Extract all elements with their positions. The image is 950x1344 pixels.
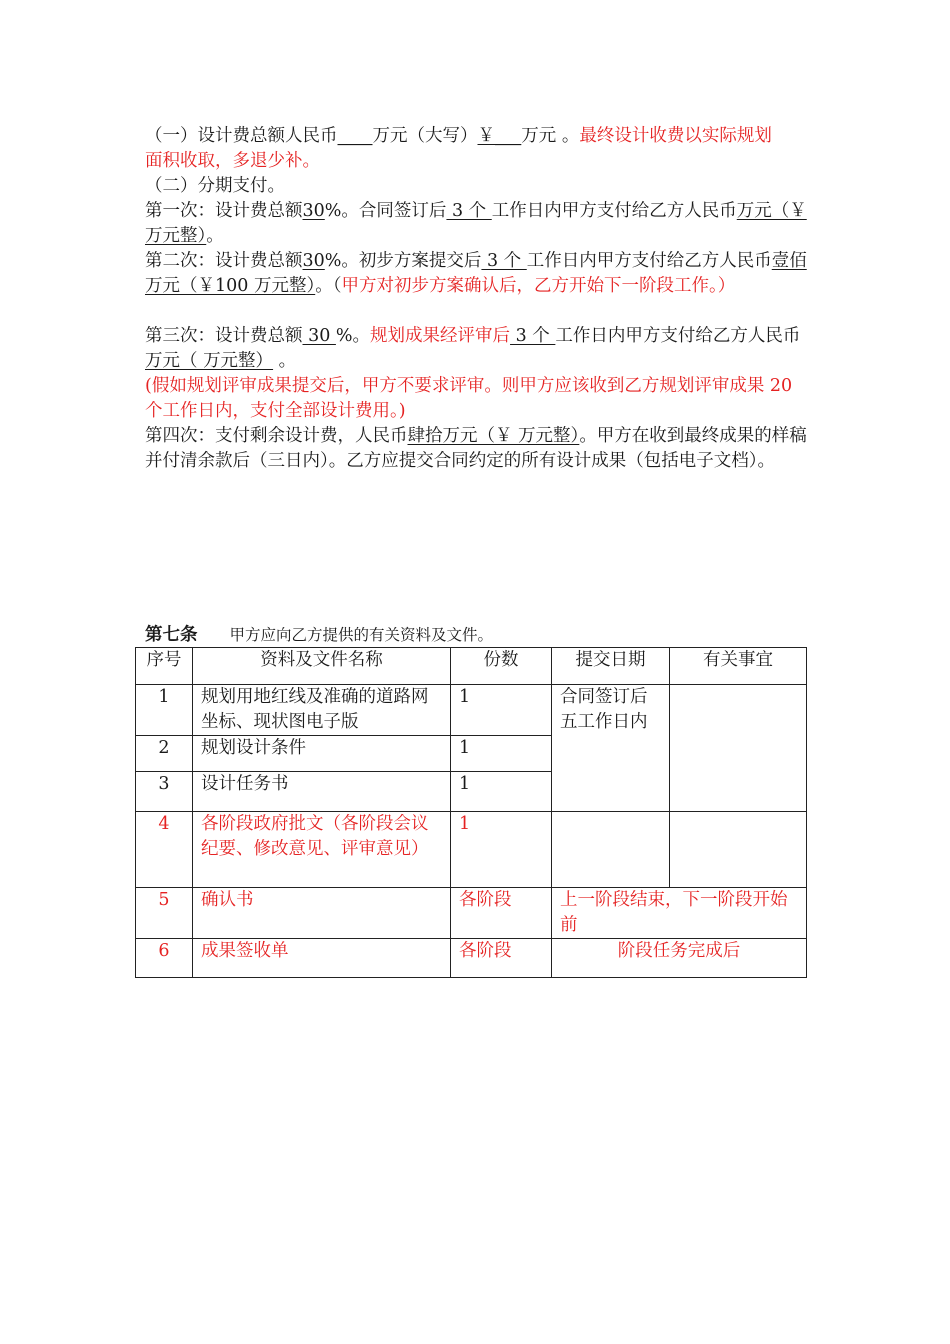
table-row: [136, 812, 807, 888]
i2-amount: 壹佰万元（￥100 万元整）: [145, 251, 807, 296]
article-title: 甲方应向乙方提供的有关资料及文件。: [229, 626, 494, 644]
row-name: 规划设计条件: [193, 736, 451, 772]
fee-total-blank: ____: [337, 126, 373, 146]
fee-total-red-note: 最终设计收费以实际规划面积收取，多退少补。: [145, 126, 772, 171]
merged-date-cell: 合同签订后五工作日内: [552, 685, 670, 812]
header-no: 序号: [136, 648, 193, 685]
table-row: [136, 685, 807, 736]
header-qty: 份数: [451, 648, 552, 685]
i3-amount: 万元（ 万元整）: [145, 351, 274, 371]
row-qty: 1: [451, 772, 552, 812]
row-no: 2: [136, 736, 193, 772]
row-qty: 1: [451, 685, 552, 736]
fee-total-yen-blank: ￥___: [477, 126, 522, 146]
i1-amount: 万元（￥ 万元整）: [145, 201, 807, 246]
article-7-heading: [145, 623, 493, 647]
table-header-row: [136, 648, 807, 685]
installment-4: [145, 424, 807, 474]
row-no: 1: [136, 685, 193, 736]
i3-label: 第三次：设计费总额: [145, 326, 303, 346]
row-name: 各阶段政府批文（各阶段会议纪要、修改意见、评审意见）: [193, 812, 451, 888]
fee-total-label-2: 万元（大写）: [372, 126, 478, 146]
row-name: 成果签收单: [193, 939, 451, 978]
row-qty: 各阶段: [451, 888, 552, 939]
table-row: [136, 888, 807, 939]
row-no: 5: [136, 888, 193, 939]
installment-2: [145, 249, 807, 299]
row-qty: 1: [451, 736, 552, 772]
i1-label: 第一次：设计费总额: [145, 201, 303, 221]
i2-end: 。（: [315, 276, 342, 296]
header-name: 资料及文件名称: [193, 648, 451, 685]
row-no: 6: [136, 939, 193, 978]
i4-text: 。甲方在收到最终成果的样稿并付清余款后（三日内）。乙方应提交合同约定的所有设计成果（包括电子文档）。: [145, 426, 807, 471]
row-date: 上一阶段结束，下一阶段开始前: [552, 888, 807, 939]
i3-days: 3 个: [510, 326, 556, 346]
evaluation-note: [145, 374, 807, 424]
i3-percent: 30: [302, 326, 336, 346]
fee-total-paragraph: [145, 124, 787, 174]
row-no: 4: [136, 812, 193, 888]
i2-label: 第二次：设计费总额: [145, 251, 303, 271]
header-notes: 有关事宜: [670, 648, 807, 685]
fee-total-unit: 万元 。: [521, 126, 580, 146]
i4-amount: 肆拾万元（￥ 万元整）: [407, 426, 580, 446]
i4-label: 第四次：支付剩余设计费，人民币: [145, 426, 408, 446]
merged-notes-cell: [670, 685, 807, 812]
i3-end: 。: [273, 351, 297, 371]
row-qty: 1: [451, 812, 552, 888]
installment-heading: [145, 174, 807, 199]
table-row: [136, 939, 807, 978]
i2-red-note: 甲方对初步方案确认后，乙方开始下一阶段工作。）: [341, 276, 736, 296]
i1-end: 。: [206, 226, 224, 246]
i2-text: %。初步方案提交后: [324, 251, 482, 271]
i1-text-2: 工作日内甲方支付给乙方人民币: [491, 201, 737, 221]
i3-text-2: 工作日内甲方支付给乙方人民币: [555, 326, 801, 346]
i2-days: 3 个: [481, 251, 527, 271]
row-notes: [670, 812, 807, 888]
documents-table: [135, 647, 807, 978]
row-name: 设计任务书: [193, 772, 451, 812]
i1-percent: 30: [302, 201, 325, 221]
row-date: [552, 812, 670, 888]
i2-text-2: 工作日内甲方支付给乙方人民币: [526, 251, 772, 271]
row-date: 阶段任务完成后: [552, 939, 807, 978]
installment-1: [145, 199, 807, 249]
row-name: 确认书: [193, 888, 451, 939]
i3-text: %。: [335, 326, 371, 346]
i2-percent: 30: [302, 251, 325, 271]
row-qty: 各阶段: [451, 939, 552, 978]
installment-3: [145, 324, 807, 374]
row-name: 规划用地红线及准确的道路网坐标、现状图电子版: [193, 685, 451, 736]
evaluation-note-text: (假如规划评审成果提交后，甲方不要求评审。则甲方应该收到乙方规划评审成果 20 个工作日内，支付全部设计费用。): [145, 376, 793, 421]
i3-red-text: 规划成果经评审后: [370, 326, 511, 346]
i1-days: 3 个: [446, 201, 492, 221]
article-number: 第七条: [145, 625, 198, 645]
fee-total-label: （一）设计费总额人民币: [145, 126, 338, 146]
header-date: 提交日期: [552, 648, 670, 685]
row-no: 3: [136, 772, 193, 812]
installment-heading-text: （二）分期支付。: [145, 176, 285, 196]
i1-text: %。合同签订后: [324, 201, 447, 221]
